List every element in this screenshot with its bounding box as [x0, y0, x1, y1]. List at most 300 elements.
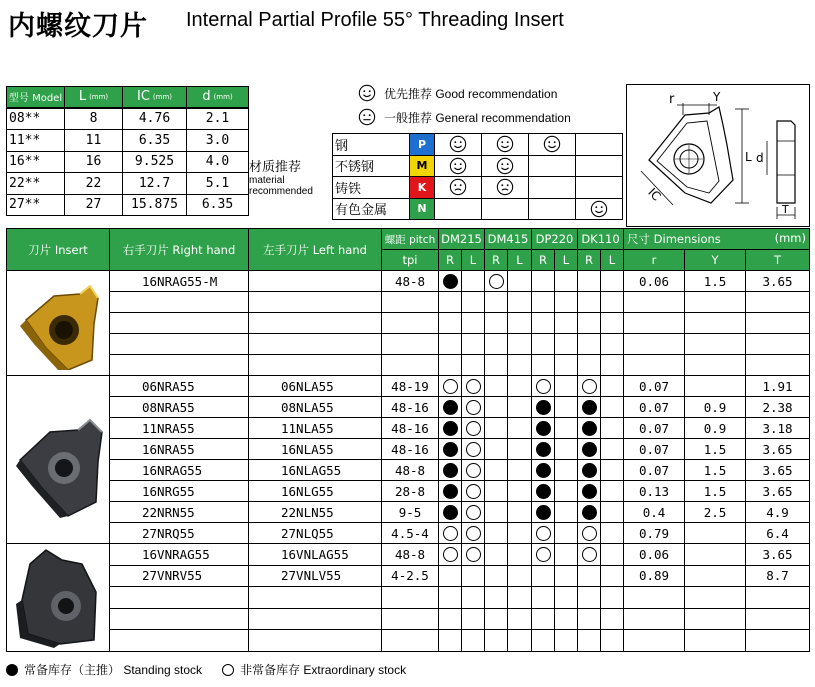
extra-stock-dot: [439, 376, 462, 397]
empty-grade-cell: [485, 460, 508, 481]
material-mark-empty: [575, 155, 623, 178]
empty-grade-cell: [601, 271, 624, 292]
hollow-dot-icon: [466, 379, 481, 394]
empty-grade-cell: [578, 630, 601, 652]
standing-stock-dot: [532, 460, 555, 481]
material-label-en2: recommended: [249, 186, 313, 197]
empty-grade-cell: [601, 292, 624, 313]
part-left-hand: 16NLA55: [249, 439, 382, 460]
diagram-r-label: r: [669, 92, 675, 107]
filled-dot-icon: [443, 421, 458, 436]
extra-stock-dot: [462, 544, 485, 566]
part-left-hand: 16NLAG55: [249, 460, 382, 481]
table-row: [7, 271, 810, 292]
header-grade: DP220: [532, 229, 578, 250]
empty-grade-cell: [485, 544, 508, 566]
empty-grade-cell: [508, 292, 532, 313]
table-row: [7, 565, 810, 587]
table-row: [7, 355, 810, 376]
empty-grade-cell: [601, 481, 624, 502]
standing-stock-dot: [532, 439, 555, 460]
dim-r: [624, 334, 685, 355]
table-header-row: [7, 229, 810, 250]
filled-dot-icon: [443, 400, 458, 415]
empty-grade-cell: [485, 439, 508, 460]
spec-header-d: [186, 86, 249, 108]
empty-grade-cell: [485, 565, 508, 587]
diagram-y-label: Y: [713, 90, 721, 104]
empty-grade-cell: [439, 355, 462, 376]
empty-grade-cell: [462, 608, 485, 630]
legend-good-text: 优先推荐 Good recommendation: [384, 86, 558, 101]
empty-grade-cell: [508, 355, 532, 376]
hollow-dot-icon: [466, 484, 481, 499]
extra-stock-dot: [532, 523, 555, 544]
dim-y: 1.5: [685, 481, 746, 502]
table-row: [7, 397, 810, 418]
filled-dot-icon: [582, 421, 597, 436]
empty-grade-cell: [555, 587, 578, 609]
legend-general: [358, 108, 571, 126]
dim-t: [746, 355, 810, 376]
dim-y: [685, 292, 746, 313]
smile-icon: [481, 155, 529, 178]
material-name: 不锈钢: [332, 155, 410, 178]
neutral-face-icon: [358, 108, 376, 126]
spec-header-ic: [122, 86, 187, 108]
standing-stock-dot: [439, 439, 462, 460]
table-row: [7, 376, 810, 397]
empty-grade-cell: [508, 502, 532, 523]
empty-grade-cell: [601, 608, 624, 630]
empty-grade-cell: [555, 481, 578, 502]
part-right-hand: 16NRA55: [110, 439, 249, 460]
dim-y: [685, 313, 746, 334]
table-row: [7, 334, 810, 355]
empty-grade-cell: [555, 502, 578, 523]
extra-stock-dot: [578, 544, 601, 566]
header-r: R: [532, 250, 555, 271]
empty-grade-cell: [439, 565, 462, 587]
dim-t: 2.38: [746, 397, 810, 418]
spec-cell: 4.76: [122, 108, 187, 131]
pitch-tpi: [382, 608, 439, 630]
spec-header-model: 型号 Model: [6, 86, 65, 108]
dim-y: 1.5: [685, 460, 746, 481]
smile-icon: [358, 84, 376, 102]
empty-grade-cell: [601, 439, 624, 460]
empty-grade-cell: [532, 565, 555, 587]
empty-grade-cell: [508, 313, 532, 334]
empty-grade-cell: [578, 334, 601, 355]
hollow-dot-icon: [466, 505, 481, 520]
part-right-hand: [110, 292, 249, 313]
dim-y: [685, 544, 746, 566]
part-left-hand: 16VNLAG55: [249, 544, 382, 566]
empty-grade-cell: [532, 587, 555, 609]
extra-stock-dot: [462, 523, 485, 544]
spec-cell: 5.1: [186, 172, 249, 195]
extra-stock-dot: [532, 544, 555, 566]
extra-stock-dot: [439, 523, 462, 544]
spec-cell: 4.0: [186, 151, 249, 174]
part-left-hand: 27VNLV55: [249, 565, 382, 587]
dim-t: [746, 587, 810, 609]
header-grade: DK110: [578, 229, 624, 250]
empty-grade-cell: [555, 334, 578, 355]
empty-grade-cell: [508, 418, 532, 439]
empty-grade-cell: [578, 313, 601, 334]
standing-stock-dot: [578, 397, 601, 418]
empty-grade-cell: [508, 630, 532, 652]
hollow-dot-icon: [489, 274, 504, 289]
dim-t: 4.9: [746, 502, 810, 523]
smile-icon: [434, 133, 482, 156]
empty-grade-cell: [532, 355, 555, 376]
filled-dot-icon: [536, 442, 551, 457]
material-mark-empty: [575, 176, 623, 199]
material-name: 铸铁: [332, 176, 410, 199]
table-row: [7, 292, 810, 313]
dim-r: 0.06: [624, 544, 685, 566]
material-code-badge: N: [409, 198, 435, 221]
dim-r: [624, 313, 685, 334]
dim-t: 1.91: [746, 376, 810, 397]
part-right-hand: 16NRAG55-M: [110, 271, 249, 292]
dim-y: [685, 376, 746, 397]
diagram-t-label: T: [782, 203, 789, 216]
empty-grade-cell: [485, 355, 508, 376]
extra-stock-dot: [462, 439, 485, 460]
material-mark-empty: [528, 155, 576, 178]
filled-dot-icon: [443, 505, 458, 520]
part-right-hand: 16NRAG55: [110, 460, 249, 481]
empty-grade-cell: [462, 565, 485, 587]
hollow-dot-icon: [466, 442, 481, 457]
empty-grade-cell: [578, 292, 601, 313]
empty-grade-cell: [462, 355, 485, 376]
dim-y: [685, 334, 746, 355]
spec-header-ic-unit: (mm): [152, 92, 173, 101]
empty-grade-cell: [555, 397, 578, 418]
dim-r: [624, 355, 685, 376]
empty-grade-cell: [439, 630, 462, 652]
spec-cell: 22**: [6, 172, 65, 195]
dim-r: 0.79: [624, 523, 685, 544]
neutral-face-icon: [481, 176, 529, 199]
header-r: R: [439, 250, 462, 271]
table-row: [7, 460, 810, 481]
empty-grade-cell: [555, 418, 578, 439]
dim-r: [624, 587, 685, 609]
empty-grade-cell: [555, 523, 578, 544]
empty-grade-cell: [555, 544, 578, 566]
spec-header-l-label: L: [78, 89, 87, 105]
table-row: [7, 523, 810, 544]
filled-dot-icon: [582, 442, 597, 457]
header-pitch: 螺距 pitch: [382, 229, 439, 250]
spec-cell: 08**: [6, 108, 65, 131]
dim-y: [685, 523, 746, 544]
material-label-cn: 材质推荐: [249, 160, 302, 175]
spec-cell: 6.35: [186, 194, 249, 217]
spec-cell: 6.35: [122, 129, 187, 152]
legend-good: [358, 84, 557, 102]
filled-dot-icon: [582, 505, 597, 520]
table-row: [7, 481, 810, 502]
spec-cell: 3.0: [186, 129, 249, 152]
hollow-dot-icon: [582, 547, 597, 562]
empty-grade-cell: [508, 397, 532, 418]
pitch-tpi: 48-8: [382, 544, 439, 566]
spec-cell: 12.7: [122, 172, 187, 195]
empty-grade-cell: [555, 439, 578, 460]
material-mark-empty: [528, 176, 576, 199]
standing-stock-dot: [578, 439, 601, 460]
empty-grade-cell: [439, 334, 462, 355]
table-row: [7, 630, 810, 652]
extra-stock-dot: [462, 481, 485, 502]
dim-y: [685, 587, 746, 609]
material-label-en1: material: [249, 175, 285, 186]
legend-general-text: 一般推荐 General recommendation: [384, 110, 571, 125]
dim-r: [624, 608, 685, 630]
dim-r: [624, 292, 685, 313]
material-code-badge: K: [409, 176, 435, 199]
empty-grade-cell: [532, 334, 555, 355]
filled-dot-icon: [582, 484, 597, 499]
empty-grade-cell: [555, 608, 578, 630]
empty-grade-cell: [508, 565, 532, 587]
empty-grade-cell: [601, 355, 624, 376]
empty-grade-cell: [462, 271, 485, 292]
empty-grade-cell: [508, 544, 532, 566]
header-l: L: [555, 250, 578, 271]
dim-t: 3.65: [746, 460, 810, 481]
insert-diagram: [626, 84, 810, 227]
pitch-tpi: 48-8: [382, 271, 439, 292]
filled-dot-icon: [443, 463, 458, 478]
empty-grade-cell: [508, 481, 532, 502]
hollow-dot-icon: [582, 526, 597, 541]
material-mark-empty: [575, 133, 623, 156]
insert-image: [7, 376, 110, 544]
filled-dot-icon: [536, 484, 551, 499]
extra-stock-dot: [532, 376, 555, 397]
header-l: L: [508, 250, 532, 271]
filled-dot-icon: [536, 463, 551, 478]
pitch-tpi: 28-8: [382, 481, 439, 502]
part-right-hand: 16VNRAG55: [110, 544, 249, 566]
spec-header-l: [64, 86, 123, 108]
extra-stock-dot: [462, 502, 485, 523]
pitch-tpi: 48-16: [382, 439, 439, 460]
empty-grade-cell: [462, 334, 485, 355]
table-row: [7, 418, 810, 439]
part-left-hand: 22NLN55: [249, 502, 382, 523]
header-grade: DM215: [439, 229, 485, 250]
table-row: [7, 608, 810, 630]
standing-stock-dot: [532, 481, 555, 502]
hollow-dot-icon: [536, 526, 551, 541]
filled-dot-icon: [582, 463, 597, 478]
pitch-tpi: 48-16: [382, 397, 439, 418]
standing-stock-dot: [578, 502, 601, 523]
dim-y: [685, 355, 746, 376]
dim-t: [746, 608, 810, 630]
empty-grade-cell: [578, 565, 601, 587]
header-insert: 刀片 Insert: [7, 229, 110, 271]
part-right-hand: 08NRA55: [110, 397, 249, 418]
spec-cell: 27**: [6, 194, 65, 217]
dim-t: 3.18: [746, 418, 810, 439]
dim-y: 2.5: [685, 502, 746, 523]
empty-grade-cell: [578, 355, 601, 376]
pitch-tpi: [382, 587, 439, 609]
empty-grade-cell: [532, 313, 555, 334]
empty-grade-cell: [462, 630, 485, 652]
spec-header-ic-label: IC: [136, 89, 150, 105]
standing-stock-dot: [532, 418, 555, 439]
material-name: 有色金属: [332, 198, 410, 221]
empty-grade-cell: [601, 397, 624, 418]
standing-stock-dot: [532, 397, 555, 418]
insert-diagram-svg: [627, 85, 809, 226]
spec-cell: 11: [64, 129, 123, 152]
part-left-hand: [249, 630, 382, 652]
table-row: [7, 544, 810, 566]
empty-grade-cell: [532, 630, 555, 652]
empty-grade-cell: [485, 481, 508, 502]
part-right-hand: 22NRN55: [110, 502, 249, 523]
pitch-tpi: [382, 334, 439, 355]
dim-y: [685, 608, 746, 630]
extra-stock-dot: [439, 544, 462, 566]
empty-grade-cell: [485, 608, 508, 630]
filled-dot-icon: [536, 505, 551, 520]
header-dim: T: [746, 250, 810, 271]
part-left-hand: 06NLA55: [249, 376, 382, 397]
pitch-tpi: [382, 292, 439, 313]
extra-stock-dot: [578, 376, 601, 397]
pitch-tpi: 48-8: [382, 460, 439, 481]
smile-icon: [434, 155, 482, 178]
material-mark-empty: [481, 198, 529, 221]
pitch-tpi: [382, 355, 439, 376]
hollow-dot-icon: [466, 400, 481, 415]
empty-grade-cell: [601, 502, 624, 523]
empty-grade-cell: [485, 502, 508, 523]
material-code-badge: M: [409, 155, 435, 178]
hollow-dot-icon: [443, 379, 458, 394]
header-dimensions-label: 尺寸 Dimensions: [627, 232, 721, 246]
extra-stock-dot: [462, 460, 485, 481]
pitch-tpi: 48-19: [382, 376, 439, 397]
empty-grade-cell: [578, 587, 601, 609]
part-left-hand: [249, 608, 382, 630]
filled-dot-icon: [443, 442, 458, 457]
standing-stock-dot: [439, 481, 462, 502]
standing-stock-dot: [578, 481, 601, 502]
dim-t: [746, 630, 810, 652]
empty-grade-cell: [555, 313, 578, 334]
empty-grade-cell: [601, 460, 624, 481]
empty-grade-cell: [601, 334, 624, 355]
empty-grade-cell: [485, 313, 508, 334]
header-l: L: [462, 250, 485, 271]
page-title-en: Internal Partial Profile 55° Threading Insert: [186, 9, 564, 31]
hollow-dot-icon: [466, 547, 481, 562]
empty-grade-cell: [485, 376, 508, 397]
empty-grade-cell: [555, 271, 578, 292]
dim-y: [685, 565, 746, 587]
empty-grade-cell: [462, 587, 485, 609]
neutral-face-icon: [434, 176, 482, 199]
material-name: 钢: [332, 133, 410, 156]
spec-header-d-label: d: [202, 89, 211, 105]
filled-dot-icon: [536, 421, 551, 436]
hollow-dot-icon: [443, 526, 458, 541]
empty-grade-cell: [578, 271, 601, 292]
hollow-dot-icon: [466, 463, 481, 478]
part-left-hand: 11NLA55: [249, 418, 382, 439]
dim-t: 8.7: [746, 565, 810, 587]
hollow-dot-icon: [443, 547, 458, 562]
part-right-hand: 27VNRV55: [110, 565, 249, 587]
smile-icon: [575, 198, 623, 221]
dim-y: 1.5: [685, 439, 746, 460]
pitch-tpi: [382, 630, 439, 652]
table-row: [7, 502, 810, 523]
header-r: R: [578, 250, 601, 271]
pitch-tpi: 4-2.5: [382, 565, 439, 587]
empty-grade-cell: [508, 334, 532, 355]
empty-grade-cell: [555, 292, 578, 313]
dim-t: 3.65: [746, 544, 810, 566]
header-dim: Y: [685, 250, 746, 271]
empty-grade-cell: [532, 292, 555, 313]
filled-dot-icon: [443, 484, 458, 499]
empty-grade-cell: [462, 292, 485, 313]
empty-grade-cell: [555, 565, 578, 587]
filled-dot-icon: [582, 400, 597, 415]
dim-r: 0.07: [624, 397, 685, 418]
empty-grade-cell: [439, 292, 462, 313]
spec-cell: 9.525: [122, 151, 187, 174]
spec-cell: 27: [64, 194, 123, 217]
empty-grade-cell: [508, 587, 532, 609]
spec-cell: 2.1: [186, 108, 249, 131]
empty-grade-cell: [439, 313, 462, 334]
material-code-badge: P: [409, 133, 435, 156]
table-row: [7, 439, 810, 460]
dim-t: 6.4: [746, 523, 810, 544]
hollow-dot-icon: [582, 379, 597, 394]
header-l: L: [601, 250, 624, 271]
empty-grade-cell: [485, 630, 508, 652]
part-right-hand: [110, 630, 249, 652]
header-r: R: [485, 250, 508, 271]
diagram-d-label: d: [756, 151, 764, 165]
spec-cell: 15.875: [122, 194, 187, 217]
standing-stock-dot: [439, 397, 462, 418]
part-left-hand: 08NLA55: [249, 397, 382, 418]
part-left-hand: [249, 292, 382, 313]
dim-t: [746, 313, 810, 334]
dim-r: 0.06: [624, 271, 685, 292]
hollow-dot-icon: [466, 526, 481, 541]
empty-grade-cell: [601, 630, 624, 652]
